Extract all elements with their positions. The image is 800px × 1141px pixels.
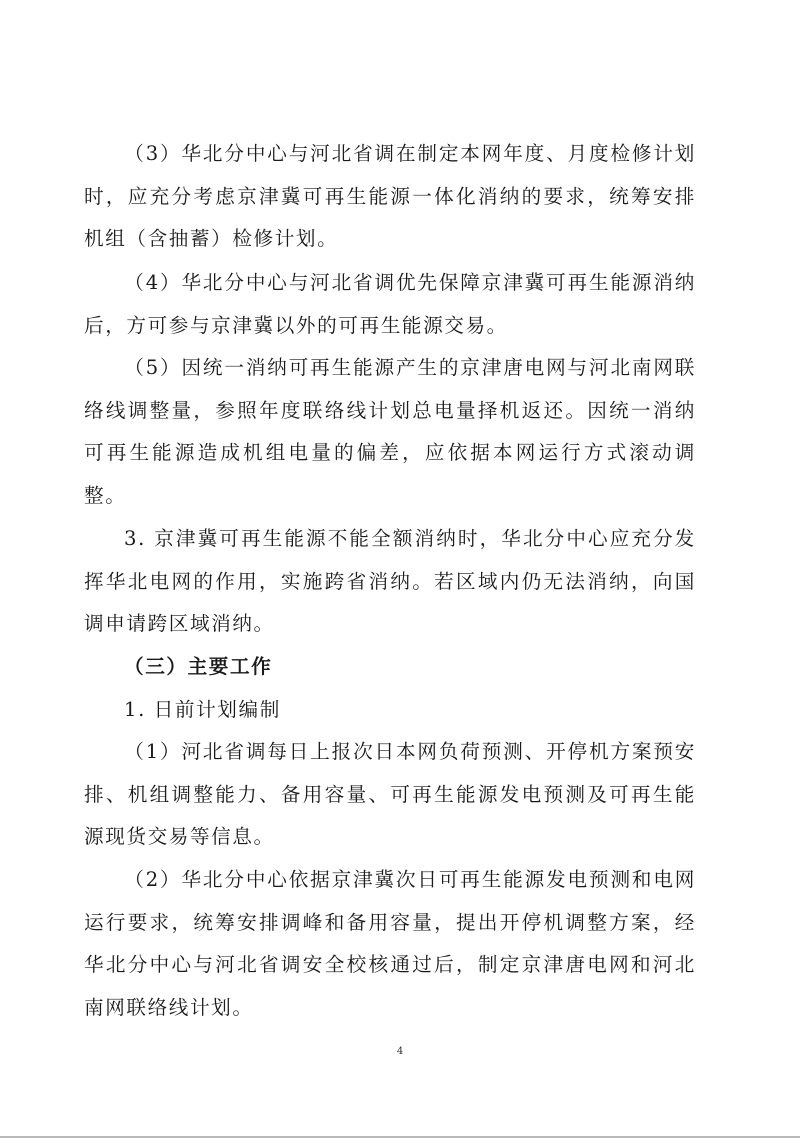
paragraph-day-ahead-plan <box>84 859 696 1029</box>
scan-edge-line <box>0 1136 800 1138</box>
paragraph-text: （2）华北分中心依据京津冀次日可再生能源发电预测和电网运行要求，统筹安排调峰和备用容量，提出开停机调整方案，经华北分中心与河北省调安全校核通过后，制定京津唐电网和河北南网联络线计划。 <box>84 868 696 1019</box>
page-number: 4 <box>396 1046 404 1057</box>
paragraph-text: 3. 京津冀可再生能源不能全额消纳时，华北分中心应充分发挥华北电网的作用，实施跨省消纳。若区域内仍无法消纳，向国调申请跨区域消纳。 <box>84 527 696 635</box>
subsection-heading <box>84 689 696 732</box>
paragraph-text: （1）河北省调每日上报次日本网负荷预测、开停机方案预安排、机组调整能力、备用容量、可再生能源发电预测及可再生能源现货交易等信息。 <box>84 740 696 848</box>
paragraph-text: （3）华北分中心与河北省调在制定本网年度、月度检修计划时，应充分考虑京津冀可再生能源一体化消纳的要求，统筹安排机组（含抽蓄）检修计划。 <box>84 142 696 250</box>
heading-text: 1. 日前计划编制 <box>124 698 281 721</box>
paragraph-tie-line-adjustment <box>84 347 696 517</box>
paragraph-text: （5）因统一消纳可再生能源产生的京津唐电网与河北南网联络线调整量，参照年度联络线计划总电量择机返还。因统一消纳可再生能源造成机组电量的偏差，应依据本网运行方式滚动调整。 <box>84 356 696 507</box>
paragraph-priority-consumption <box>84 262 696 347</box>
paragraph-daily-report <box>84 731 696 859</box>
paragraph-cross-province <box>84 518 696 646</box>
heading-text: （三）主要工作 <box>124 655 273 678</box>
section-heading <box>84 646 696 689</box>
paragraph-text: （4）华北分中心与河北省调优先保障京津冀可再生能源消纳后，方可参与京津冀以外的可再生能源交易。 <box>84 271 696 337</box>
paragraph-maintenance-plan <box>84 133 696 261</box>
